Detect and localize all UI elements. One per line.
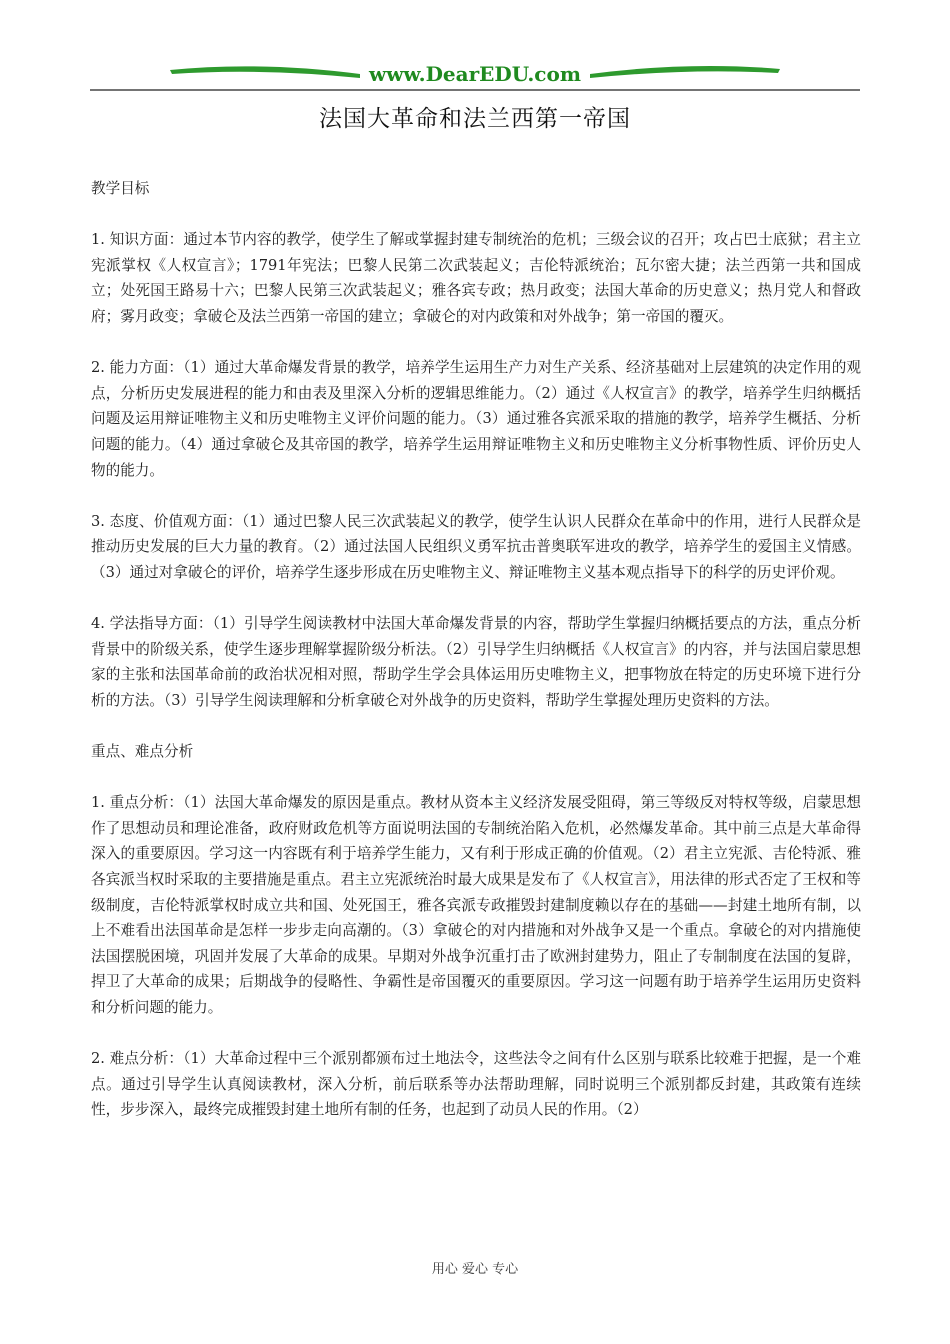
left-swoosh <box>170 66 360 78</box>
right-swoosh <box>590 66 780 78</box>
objective-paragraph-1: 1. 知识方面：通过本节内容的教学，使学生了解或掌握封建专制统治的危机；三级会议的召开；攻占巴士底狱；君主立宪派掌权《人权宣言》；1791年宪法；巴黎人民第二次武装起义；吉伦特派统治；瓦尔密大捷；法兰西第一共和国成立；处死国王路易十六；巴黎人民第三次武装起义；雅各宾专政；热月政变；法国大革命的历史意义；热月党人和督政府；雾月政变；拿破仑及法兰西第一帝国的建立；拿破仑的对内政策和对外战争；第一帝国的覆灭。 <box>91 231 861 325</box>
objective-paragraph-2: 2. 能力方面：（1）通过大革命爆发背景的教学，培养学生运用生产力对生产关系、经济基础对上层建筑的决定作用的观点，分析历史发展进程的能力和由表及里深入分析的逻辑思维能力。（2）通过《人权宣言》的教学，培养学生归纳概括问题及运用辩证唯物主义和历史唯物主义评价问题的能力。（3）通过雅各宾派采取的措施的教学，培养学生概括、分析问题的能力。（4）通过拿破仑及其帝国的教学，培养学生运用辩证唯物主义和历史唯物主义分析事物性质、评价历史人物的能力。 <box>91 359 861 479</box>
page-title: 法国大革命和法兰西第一帝国 <box>319 106 631 132</box>
document-body <box>91 176 861 1149</box>
site-logo-text: www.DearEDU.com <box>368 62 582 86</box>
analysis-paragraph-1: 1. 重点分析：（1）法国大革命爆发的原因是重点。教材从资本主义经济发展受阻碍，第三等级反对特权等级，启蒙思想作了思想动员和理论准备，政府财政危机等方面说明法国的专制统治陷入危机，必然爆发革命。其中前三点是大革命得深入的重要原因。学习这一内容既有利于培养学生能力，又有利于形成正确的价值观。（2）君主立宪派、吉伦特派、雅各宾派当权时采取的主要措施是重点。君主立宪派统治时最大成果是发布了《人权宣言》，用法律的形式否定了王权和等级制度，吉伦特派掌权时成立共和国、处死国王，雅各宾派专政摧毁封建制度赖以存在的基础——封建土地所有制，以上不难看出法国革命是怎样一步步走向高潮的。（3）拿破仑的对内措施和对外战争又是一个重点。拿破仑的对内措施使法国摆脱困境，巩固并发展了大革命的成果。早期对外战争沉重打击了欧洲封建势力，阻止了专制制度在法国的复辟，捍卫了大革命的成果；后期战争的侵略性、争霸性是帝国覆灭的重要原因。学习这一问题有助于培养学生运用历史资料和分析问题的能力。 <box>91 794 861 1016</box>
site-header-banner <box>0 56 950 96</box>
objective-paragraph-3: 3. 态度、价值观方面：（1）通过巴黎人民三次武装起义的教学，使学生认识人民群众在革命中的作用，进行人民群众是推动历史发展的巨大力量的教育。（2）通过法国人民组织义勇军抗击普奥联军进攻的教学，培养学生的爱国主义情感。（3）通过对拿破仑的评价，培养学生逐步形成在历史唯物主义、辩证唯物主义基本观点指导下的科学的历史评价观。 <box>91 512 861 581</box>
section-heading-objectives: 教学目标 <box>91 180 150 197</box>
analysis-paragraph-2: 2. 难点分析：（1）大革命过程中三个派别都颁布过土地法令，这些法令之间有什么区别与联系比较难于把握，是一个难点。通过引导学生认真阅读教材，深入分析，前后联系等办法帮助理解，同时说明三个派别都反封建，其政策有连续性，步步深入，最终完成摧毁封建土地所有制的任务，也起到了动员人民的作用。（2） <box>91 1050 861 1119</box>
section-heading-analysis: 重点、难点分析 <box>91 743 194 761</box>
objective-paragraph-4: 4. 学法指导方面：（1）引导学生阅读教材中法国大革命爆发背景的内容，帮助学生掌握归纳概括要点的方法，重点分析背景中的阶级关系，使学生逐步理解掌握阶级分析法。（2）引导学生归纳概括《人权宣言》的内容，并与法国启蒙思想家的主张和法国革命前的政治状况相对照，帮助学生学会具体运用历史唯物主义，把事物放在特定的历史环境下进行分析的方法。（3）引导学生阅读理解和分析拿破仑对外战争的历史资料，帮助学生掌握处理历史资料的方法。 <box>91 615 861 709</box>
page-footer: 用心 爱心 专心 <box>431 1262 519 1277</box>
header-swoosh-logo <box>0 56 950 96</box>
